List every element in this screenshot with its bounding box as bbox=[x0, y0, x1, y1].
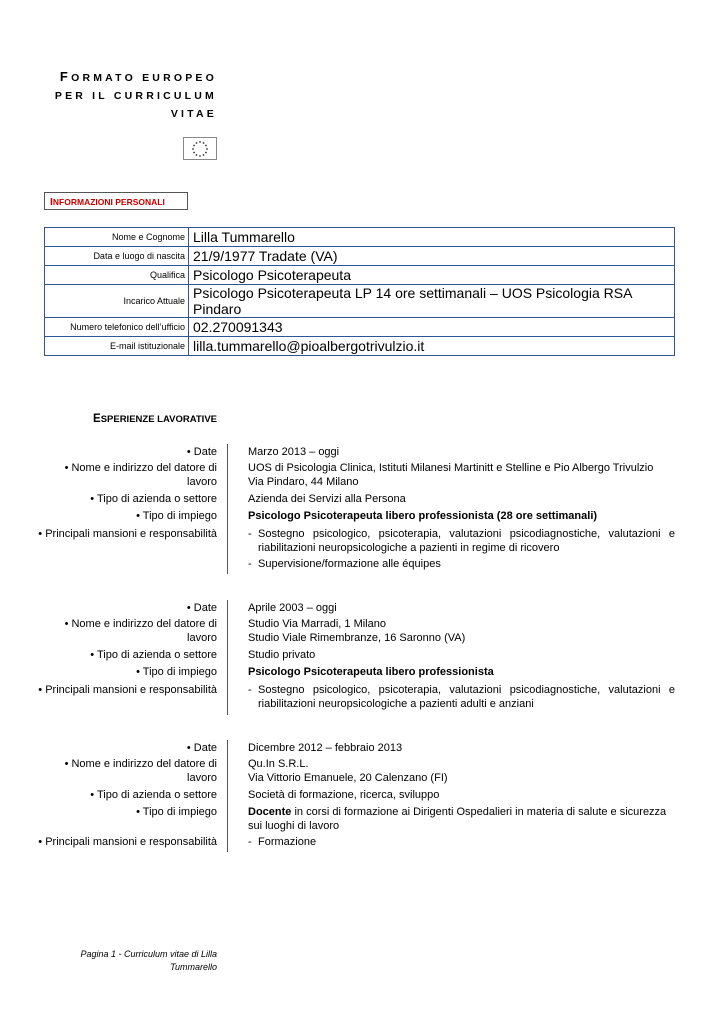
duty-item: - Sostegno psicologico, psicoterapia, valutazioni psicodiagnostiche, valutazioni e riabilitazioni neuropsicologiche a pazienti in regime di ricovero bbox=[248, 528, 675, 554]
duties-label: • Principali mansioni e responsabilità bbox=[38, 836, 217, 848]
employer-label: • Nome e indirizzo del datore di lavoro bbox=[64, 618, 217, 644]
experience-heading: ESPERIENZE LAVORATIVE bbox=[93, 413, 217, 425]
title-line-2: PER IL CURRICULUM bbox=[54, 90, 217, 102]
title-line-1: FORMATO EUROPEO bbox=[59, 69, 217, 84]
info-value: 21/9/1977 Tradate (VA) bbox=[189, 247, 675, 266]
job-type-value: Psicologo Psicoterapeuta libero professionista bbox=[248, 666, 494, 678]
date-value: Dicembre 2012 – febbraio 2013 bbox=[248, 742, 403, 754]
sector-label: • Tipo di azienda o settore bbox=[90, 493, 217, 505]
info-label: Nome e Cognome bbox=[45, 228, 189, 247]
duties-label: • Principali mansioni e responsabilità bbox=[38, 528, 217, 540]
employer-value: Studio Via Marradi, 1 Milano Studio Viale Rimembranze, 16 Saronno (VA) bbox=[248, 618, 466, 644]
eu-flag-icon bbox=[183, 137, 217, 160]
duties-label: • Principali mansioni e responsabilità bbox=[38, 684, 217, 696]
info-row-birth bbox=[45, 247, 675, 266]
sector-value: Studio privato bbox=[248, 649, 316, 661]
info-row-role bbox=[45, 285, 675, 318]
duty-item: - Supervisione/formazione alle équipes bbox=[248, 558, 441, 570]
divider bbox=[227, 740, 228, 852]
info-value: 02.270091343 bbox=[189, 318, 675, 337]
sector-value: Società di formazione, ricerca, sviluppo bbox=[248, 789, 440, 801]
employer-value: Qu.In S.R.L. Via Vittorio Emanuele, 20 Calenzano (FI) bbox=[248, 758, 448, 784]
info-label: Incarico Attuale bbox=[45, 285, 189, 318]
divider bbox=[227, 600, 228, 715]
date-label: • Date bbox=[186, 742, 217, 754]
info-label: Qualifica bbox=[45, 266, 189, 285]
info-row-qualification bbox=[45, 266, 675, 285]
info-label: Numero telefonico dell’ufficio bbox=[45, 318, 189, 337]
divider bbox=[227, 444, 228, 574]
info-row-phone bbox=[45, 318, 675, 337]
employer-value: UOS di Psicologia Clinica, Istituti Milanesi Martinitt e Stelline e Pio Albergo Trivulzio Via Pindaro, 44 Milano bbox=[248, 462, 654, 488]
sector-label: • Tipo di azienda o settore bbox=[90, 649, 217, 661]
info-value: lilla.tummarello@pioalbergotrivulzio.it bbox=[189, 337, 675, 356]
info-value: Lilla Tummarello bbox=[189, 228, 675, 247]
duty-item: - Sostegno psicologico, psicoterapia, valutazioni psicodiagnostiche, valutazioni e riabilitazioni neuropsicologiche a pazienti adulti e anziani bbox=[248, 684, 675, 710]
personal-info-heading: INFORMAZIONI PERSONALI bbox=[44, 192, 188, 210]
sector-label: • Tipo di azienda o settore bbox=[90, 789, 217, 801]
date-value: Aprile 2003 – oggi bbox=[248, 602, 337, 614]
info-label: Data e luogo di nascita bbox=[45, 247, 189, 266]
job-type-label: • Tipo di impiego bbox=[136, 666, 217, 678]
employer-label: • Nome e indirizzo del datore di lavoro bbox=[64, 462, 217, 488]
date-label: • Date bbox=[186, 446, 217, 458]
info-label: E-mail istituzionale bbox=[45, 337, 189, 356]
info-value: Psicologo Psicoterapeuta LP 14 ore settimanali – UOS Psicologia RSA Pindaro bbox=[189, 285, 675, 318]
date-value: Marzo 2013 – oggi bbox=[248, 446, 340, 458]
info-value: Psicologo Psicoterapeuta bbox=[189, 266, 675, 285]
info-row-name bbox=[45, 228, 675, 247]
personal-info-table bbox=[44, 227, 675, 356]
title-line-3: VITAE bbox=[170, 108, 217, 120]
cv-title bbox=[55, 68, 217, 123]
info-row-email bbox=[45, 337, 675, 356]
job-type-label: • Tipo di impiego bbox=[136, 510, 217, 522]
job-type-value: Psicologo Psicoterapeuta libero professionista (28 ore settimanali) bbox=[248, 510, 598, 522]
sector-value: Azienda dei Servizi alla Persona bbox=[248, 493, 406, 505]
duty-item: - Formazione bbox=[248, 836, 317, 848]
page-footer: Pagina 1 - Curriculum vitae di Lilla Tummarello bbox=[80, 949, 217, 972]
date-label: • Date bbox=[186, 602, 217, 614]
job-type-value: Docente in corsi di formazione ai Dirigenti Ospedalieri in materia di salute e sicurezza sui luoghi di lavoro bbox=[248, 806, 667, 832]
job-type-label: • Tipo di impiego bbox=[136, 806, 217, 818]
employer-label: • Nome e indirizzo del datore di lavoro bbox=[64, 758, 217, 784]
